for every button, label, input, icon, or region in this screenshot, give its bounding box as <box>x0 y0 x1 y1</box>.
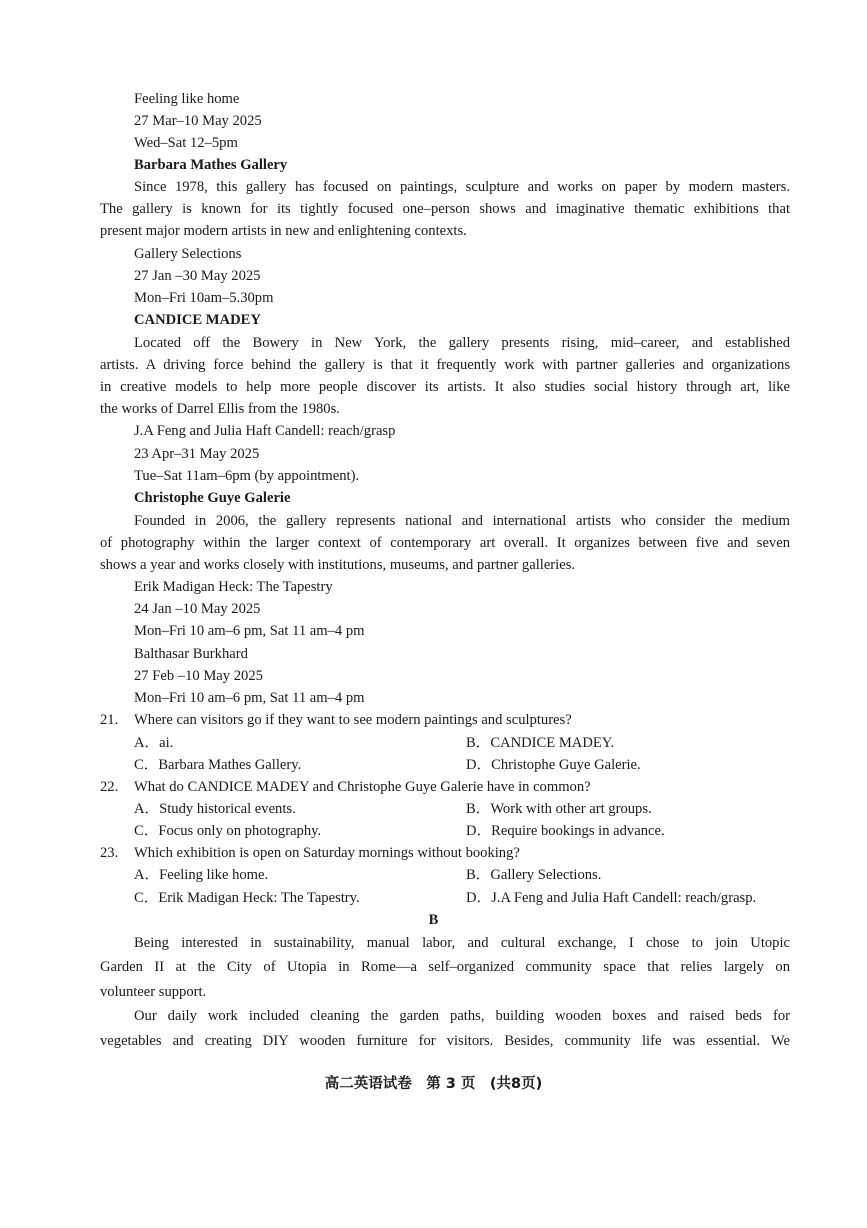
question-number: 21. <box>100 712 119 728</box>
answer-option: C．Barbara Mathes Gallery. <box>134 757 302 773</box>
gallery-text-line: The gallery is known for its tightly focused one–person shows and imaginative thematic exhibitions that <box>100 201 790 217</box>
exhibition-hours: Mon–Fri 10 am–6 pm, Sat 11 am–4 pm <box>134 690 365 706</box>
question-number: 22. <box>100 779 119 795</box>
paragraph-line: Garden II at the City of Utopia in Rome—a self–organized community space that relies largely on <box>100 959 790 975</box>
gallery-text-line: Since 1978, this gallery has focused on paintings, sculpture and works on paper by modern masters. <box>134 179 790 195</box>
answer-option: A．ai. <box>134 735 174 751</box>
paragraph-line: Being interested in sustainability, manual labor, and cultural exchange, I chose to join Utopic <box>134 935 790 951</box>
answer-option: D．Christophe Guye Galerie. <box>466 757 641 773</box>
exhibition-dates: 24 Jan –10 May 2025 <box>134 601 261 617</box>
exhibition-title: J.A Feng and Julia Haft Candell: reach/grasp <box>134 423 396 439</box>
answer-option: A．Feeling like home. <box>134 867 269 883</box>
paragraph-line: volunteer support. <box>100 984 207 1000</box>
answer-option: D．Require bookings in advance. <box>466 823 665 839</box>
exhibition-title: Erik Madigan Heck: The Tapestry <box>134 579 333 595</box>
answer-option: B．CANDICE MADEY. <box>466 735 615 751</box>
exhibition-dates: 27 Mar–10 May 2025 <box>134 113 262 129</box>
gallery-name: Christophe Guye Galerie <box>134 490 291 506</box>
exhibition-dates: 23 Apr–31 May 2025 <box>134 446 260 462</box>
gallery-text-line: Founded in 2006, the gallery represents national and international artists who consider the medium <box>134 513 790 529</box>
question-number: 23. <box>100 845 119 861</box>
answer-option: C．Erik Madigan Heck: The Tapestry. <box>134 890 360 906</box>
gallery-text-line: of photography within the larger context of contemporary art overall. It organizes between five and seven <box>100 535 790 551</box>
exhibition-hours: Wed–Sat 12–5pm <box>134 135 238 151</box>
question-text: Where can visitors go if they want to see modern paintings and sculptures? <box>134 712 572 728</box>
exhibition-dates: 27 Feb –10 May 2025 <box>134 668 263 684</box>
gallery-name: Barbara Mathes Gallery <box>134 157 288 173</box>
paragraph-line: vegetables and creating DIY wooden furniture for visitors. Besides, community life was essential. We <box>100 1033 790 1049</box>
answer-option: B．Work with other art groups. <box>466 801 652 817</box>
exhibition-title: Balthasar Burkhard <box>134 646 248 662</box>
page-footer: 高二英语试卷 第 3 页 (共8页) <box>324 1076 543 1092</box>
paragraph-line: Our daily work included cleaning the garden paths, building wooden boxes and raised beds for <box>134 1008 790 1024</box>
exhibition-hours: Tue–Sat 11am–6pm (by appointment). <box>134 468 360 484</box>
gallery-text-line: Located off the Bowery in New York, the gallery presents rising, mid–career, and established <box>134 335 790 351</box>
answer-option: D．J.A Feng and Julia Haft Candell: reach/grasp. <box>466 890 757 906</box>
answer-option: B．Gallery Selections. <box>466 867 602 883</box>
answer-option: A．Study historical events. <box>134 801 296 817</box>
question-text: Which exhibition is open on Saturday mornings without booking? <box>134 845 520 861</box>
gallery-text-line: in creative models to help more people discover its artists. It also studies social history through art, like <box>100 379 790 395</box>
answer-option: C．Focus only on photography. <box>134 823 322 839</box>
gallery-text-line: present major modern artists in new and enlightening contexts. <box>100 223 467 239</box>
exhibition-hours: Mon–Fri 10am–5.30pm <box>134 290 274 306</box>
gallery-text-line: artists. A driving force behind the gallery is that it frequently work with partner galleries and organizations <box>100 357 790 373</box>
exhibition-hours: Mon–Fri 10 am–6 pm, Sat 11 am–4 pm <box>134 623 365 639</box>
exhibition-dates: 27 Jan –30 May 2025 <box>134 268 261 284</box>
question-text: What do CANDICE MADEY and Christophe Guye Galerie have in common? <box>134 779 591 795</box>
gallery-name: CANDICE MADEY <box>134 312 261 328</box>
section-heading: B <box>428 912 439 928</box>
exhibition-title: Gallery Selections <box>134 246 242 262</box>
gallery-text-line: shows a year and works closely with institutions, museums, and partner galleries. <box>100 557 576 573</box>
exhibition-title: Feeling like home <box>134 91 240 107</box>
gallery-text-line: the works of Darrel Ellis from the 1980s. <box>100 401 340 417</box>
